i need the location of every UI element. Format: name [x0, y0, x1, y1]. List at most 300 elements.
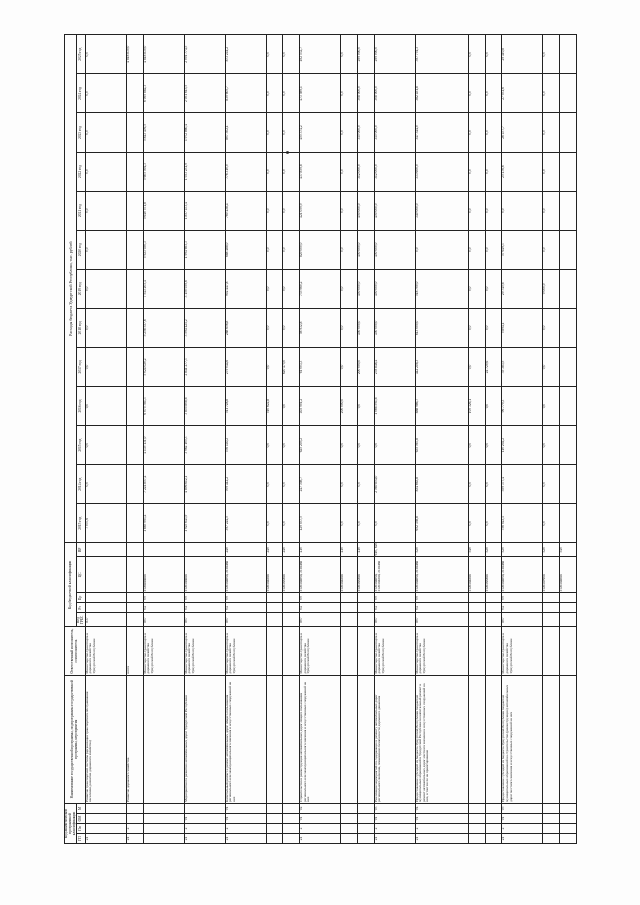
- table-row: [415, 35, 469, 844]
- executor-cell: Министерство транспорта и дорожного хозяйства Удмуртской Республики: [374, 627, 415, 675]
- vr-cell: 520: [485, 543, 502, 557]
- pr-cell: 09: [300, 593, 341, 603]
- cs-cell: 2120107990: [543, 557, 560, 593]
- amount-cell: 288 656,8: [225, 308, 266, 347]
- amount-cell: 25 476,6: [502, 152, 543, 191]
- year-header: 2023 год: [77, 113, 86, 152]
- pr-cell: [485, 593, 502, 603]
- program-code-cell: [126, 813, 143, 823]
- amount-cell: [126, 230, 143, 269]
- table-row: [184, 35, 225, 844]
- cs-cell: [126, 557, 143, 593]
- amount-cell: 0,0: [266, 191, 283, 230]
- amount-cell: 308 000,0: [357, 74, 374, 113]
- executor-cell: Министерство транспорта и дорожного хозяйства Удмуртской Республики: [225, 627, 266, 675]
- col-vr: ВР: [77, 543, 86, 557]
- amount-cell: 29 745,6: [502, 269, 543, 308]
- amount-cell: 57 649,3: [502, 230, 543, 269]
- amount-cell: 0,0: [266, 347, 283, 386]
- table-row: [341, 35, 358, 844]
- amount-cell: 403 901,2: [300, 386, 341, 425]
- program-code-cell: [184, 803, 225, 813]
- vr-cell: 410: [357, 543, 374, 557]
- amount-cell: 0,0: [266, 74, 283, 113]
- program-code-cell: 04: [415, 803, 469, 813]
- grbs-cell: 807: [502, 613, 543, 627]
- item-name-cell: [485, 675, 502, 803]
- program-code-cell: [469, 833, 486, 843]
- amount-cell: 1 972 860,4: [184, 113, 225, 152]
- grbs-cell: [266, 613, 283, 627]
- rotated-budget-table: [64, 34, 577, 844]
- budget-table: [64, 34, 577, 844]
- item-name-cell: [341, 675, 358, 803]
- amount-cell: 5 605 594,3: [143, 152, 184, 191]
- amount-cell: 450 000,0: [374, 308, 415, 347]
- amount-cell: 0,0: [469, 465, 486, 504]
- program-code-cell: 01: [225, 803, 266, 813]
- amount-cell: [126, 152, 143, 191]
- grbs-cell: [126, 613, 143, 627]
- program-code-cell: [143, 823, 184, 833]
- amount-cell: [126, 74, 143, 113]
- amount-cell: 0,0: [266, 504, 283, 543]
- amount-cell: 492 532,7: [300, 35, 341, 74]
- amount-cell: 511 728,8: [225, 386, 266, 425]
- col-om: ОМ: [77, 813, 86, 823]
- amount-cell: 0,0: [485, 230, 502, 269]
- item-name-cell: Развитие дорожного хозяйства: [126, 675, 143, 803]
- pr-cell: [357, 593, 374, 603]
- amount-cell: 4 818 830,0: [126, 35, 143, 74]
- vr-cell: 520: [543, 543, 560, 557]
- grbs-cell: [485, 613, 502, 627]
- amount-cell: 0,0: [341, 152, 358, 191]
- amount-cell: 7 057,6: [85, 504, 126, 543]
- program-code-cell: [485, 833, 502, 843]
- amount-cell: 0,0: [485, 269, 502, 308]
- amount-cell: 58 932,8: [300, 308, 341, 347]
- cs-cell: 2120104600: [560, 557, 577, 593]
- amount-cell: 315 000,0: [357, 113, 374, 152]
- amount-cell: 0,0: [266, 230, 283, 269]
- vr-cell: 520: [502, 543, 543, 557]
- item-name-cell: [143, 675, 184, 803]
- amount-cell: 0,0: [283, 152, 300, 191]
- amount-cell: 2 051 615,5: [184, 74, 225, 113]
- program-code-cell: 01: [374, 813, 415, 823]
- cs-cell: [85, 557, 126, 593]
- amount-cell: 5 843 476,5: [143, 113, 184, 152]
- amount-cell: 3 594 421,2: [184, 308, 225, 347]
- year-header: 2018 год: [77, 308, 86, 347]
- amount-cell: 0,0: [543, 386, 560, 425]
- program-code-cell: [543, 803, 560, 813]
- amount-cell: 0,0: [283, 504, 300, 543]
- col-pp: Пп: [77, 823, 86, 833]
- executor-header: Ответственный исполнитель, соисполнитель: [65, 627, 86, 675]
- rz-cell: [266, 603, 283, 613]
- col-grbs: Код ГРБС: [77, 613, 86, 627]
- amount-cell: 0,0: [543, 74, 560, 113]
- amount-cell: 839 605,7: [225, 74, 266, 113]
- amount-cell: [560, 191, 577, 230]
- amount-cell: 6 075 781,3: [143, 386, 184, 425]
- vr-cell: [85, 543, 126, 557]
- cs-cell: 2120104650, 2120460: [300, 557, 341, 593]
- amount-cell: 0,0: [374, 426, 415, 465]
- amount-cell: 29 410,8: [502, 35, 543, 74]
- program-code-cell: [126, 803, 143, 813]
- year-header: 2015 год: [77, 426, 86, 465]
- amount-cell: 442 216,3: [415, 347, 469, 386]
- amount-cell: [560, 152, 577, 191]
- amount-cell: 7 543 203,4: [143, 269, 184, 308]
- amount-cell: 0,0: [85, 191, 126, 230]
- name-header: Наименование государственной программы, подпрограммы государственной программы, мероприятия: [65, 675, 86, 803]
- amount-cell: 776 310,0: [225, 152, 266, 191]
- amount-cell: 0,0: [283, 191, 300, 230]
- amount-cell: 0,0: [485, 74, 502, 113]
- amount-cell: 902 447,8: [225, 269, 266, 308]
- item-name-cell: Предоставление субсидий из бюджета Удмуртской Республики бюджетам муниципальных образований в Удмуртской Республике на капитальный ремонт и ремонт автомобильных дорог местного значения и искусственных сооружений на них, в том числе на проектирование: [415, 675, 469, 803]
- amount-cell: 0,0: [85, 152, 126, 191]
- program-code-header: Код аналитической программной классификации: [65, 803, 77, 843]
- amount-cell: 0,0: [485, 113, 502, 152]
- amount-cell: 0,0: [543, 347, 560, 386]
- program-code-cell: [469, 813, 486, 823]
- amount-cell: [126, 426, 143, 465]
- amount-cell: 473 589,1: [300, 74, 341, 113]
- program-code-cell: [357, 823, 374, 833]
- amount-cell: 0,0: [341, 347, 358, 386]
- item-name-cell: [283, 675, 300, 803]
- amount-cell: 652 358,8: [415, 504, 469, 543]
- vr-cell: [184, 543, 225, 557]
- executor-cell: Министерство транспорта и дорожного хозяйства Удмуртской Республики: [143, 627, 184, 675]
- amount-cell: 829 000,0: [300, 230, 341, 269]
- amount-cell: 625 205,2: [300, 426, 341, 465]
- amount-cell: 0,0: [469, 191, 486, 230]
- year-header: 2020 год: [77, 230, 86, 269]
- executor-cell: Министерство транспорта и дорожного хозяйства Удмуртской Республики: [415, 627, 469, 675]
- program-code-cell: [560, 823, 577, 833]
- amount-cell: [560, 269, 577, 308]
- pr-cell: [543, 593, 560, 603]
- program-code-cell: [357, 803, 374, 813]
- amount-cell: 0,0: [266, 269, 283, 308]
- amount-cell: 5 640 571,8: [143, 191, 184, 230]
- amount-cell: 0,0: [341, 74, 358, 113]
- program-code-cell: [485, 803, 502, 813]
- program-code-cell: 2: [300, 823, 341, 833]
- amount-cell: 0,0: [341, 269, 358, 308]
- amount-cell: 0,0: [341, 504, 358, 543]
- program-code-cell: [560, 833, 577, 843]
- grbs-cell: 807: [415, 613, 469, 627]
- program-code-cell: [560, 803, 577, 813]
- cs-cell: 2120183300: [283, 557, 300, 593]
- program-code-cell: 21: [225, 833, 266, 843]
- amount-cell: [126, 113, 143, 152]
- grbs-cell: [357, 613, 374, 627]
- amount-cell: 450 000,0: [357, 308, 374, 347]
- expenses-header: Расходы бюджета Удмуртской Республики, тыс. рублей: [65, 35, 77, 543]
- amount-cell: 0,0: [266, 465, 283, 504]
- amount-cell: 1 925 643,9: [184, 504, 225, 543]
- amount-cell: 0,0: [469, 308, 486, 347]
- program-code-cell: 02: [300, 803, 341, 813]
- amount-cell: 200 000,0: [357, 347, 374, 386]
- amount-cell: 0,0: [469, 426, 486, 465]
- amount-cell: 7 224 857,4: [143, 465, 184, 504]
- year-header: 2016 год: [77, 386, 86, 425]
- amount-cell: 0,0: [85, 230, 126, 269]
- amount-cell: 0,0: [357, 386, 374, 425]
- table-row: [560, 35, 577, 844]
- amount-cell: 518 700,0: [415, 269, 469, 308]
- amount-cell: 5 258 537,6: [143, 308, 184, 347]
- pr-cell: 09: [415, 593, 469, 603]
- amount-cell: 450 000,0: [357, 191, 374, 230]
- pr-cell: [266, 593, 283, 603]
- amount-cell: 0,0: [283, 230, 300, 269]
- amount-cell: 0,0: [341, 308, 358, 347]
- amount-cell: 455 374,2: [300, 113, 341, 152]
- amount-cell: 24 720,6: [485, 347, 502, 386]
- rz-cell: [85, 603, 126, 613]
- amount-cell: 0,0: [357, 504, 374, 543]
- col-rz: Рз: [77, 603, 86, 613]
- table-row: [543, 35, 560, 844]
- program-code-cell: [357, 833, 374, 843]
- amount-cell: 0,0: [85, 35, 126, 74]
- amount-cell: 0,0: [85, 74, 126, 113]
- rz-cell: [543, 603, 560, 613]
- amount-cell: 0,0: [469, 113, 486, 152]
- executor-cell: [283, 627, 300, 675]
- amount-cell: 437 859,8: [300, 152, 341, 191]
- amount-cell: 1 066 591,6: [374, 386, 415, 425]
- vr-cell: 410: [300, 543, 341, 557]
- table-row: [266, 35, 283, 844]
- program-code-cell: 03: [374, 803, 415, 813]
- amount-cell: 0,0: [283, 74, 300, 113]
- amount-cell: 5 923 030,3: [143, 230, 184, 269]
- executor-cell: Министерство транспорта и дорожного хозяйства Удмуртской Республики: [300, 627, 341, 675]
- amount-cell: 559 377,4: [502, 465, 543, 504]
- amount-cell: 1 933 231,9: [184, 152, 225, 191]
- executor-cell: [357, 627, 374, 675]
- amount-cell: 0,0: [469, 504, 486, 543]
- rz-cell: 04: [374, 603, 415, 613]
- amount-cell: 0,0: [85, 113, 126, 152]
- amount-cell: 35 383,5: [502, 347, 543, 386]
- cs-cell: 2120100000: [184, 557, 225, 593]
- program-code-cell: [283, 813, 300, 823]
- amount-cell: 105 326,1: [469, 386, 486, 425]
- program-code-cell: [543, 833, 560, 843]
- amount-cell: 61 003,3: [300, 347, 341, 386]
- program-code-cell: 01: [300, 813, 341, 823]
- amount-cell: 4 818 830,0: [143, 35, 184, 74]
- amount-cell: 4 896 612,1: [184, 465, 225, 504]
- amount-cell: 0,0: [502, 191, 543, 230]
- amount-cell: [126, 269, 143, 308]
- cs-cell: 2120104650, 2120460: [415, 557, 469, 593]
- amount-cell: 333 600,0: [415, 152, 469, 191]
- amount-cell: 27 931,6: [502, 74, 543, 113]
- amount-cell: [126, 191, 143, 230]
- table-row: [374, 35, 415, 844]
- cs-cell: 2120183300: [357, 557, 374, 593]
- program-code-cell: [85, 803, 126, 813]
- amount-cell: 308 000,0: [374, 74, 415, 113]
- amount-cell: 576 140,2: [225, 426, 266, 465]
- program-code-cell: 2: [225, 823, 266, 833]
- amount-cell: 709 412,2: [225, 465, 266, 504]
- program-code-cell: 05: [502, 803, 543, 813]
- executor-cell: [543, 627, 560, 675]
- amount-cell: 760 438,4: [225, 191, 266, 230]
- vr-cell: 240: [225, 543, 266, 557]
- table-row: [300, 35, 341, 844]
- amount-cell: 299 000,0: [357, 35, 374, 74]
- rz-cell: 04: [502, 603, 543, 613]
- rz-cell: 04: [225, 603, 266, 613]
- amount-cell: 0,0: [341, 35, 358, 74]
- year-header: 2014 год: [77, 465, 86, 504]
- year-header: 2025 год: [77, 35, 86, 74]
- program-code-cell: 01: [415, 813, 469, 823]
- table-row: [502, 35, 543, 844]
- grbs-cell: 807: [300, 613, 341, 627]
- rz-cell: [341, 603, 358, 613]
- amount-cell: 756 023,1: [502, 504, 543, 543]
- program-code-cell: [469, 803, 486, 813]
- header-row-1: [65, 35, 77, 844]
- program-code-cell: 01: [225, 813, 266, 823]
- pr-cell: [283, 593, 300, 603]
- year-header: 2021 год: [77, 191, 86, 230]
- table-row: [485, 35, 502, 844]
- amount-cell: 3 150 939,6: [184, 269, 225, 308]
- amount-cell: 0,0: [469, 152, 486, 191]
- amount-cell: 807 302,1: [225, 113, 266, 152]
- amount-cell: [560, 504, 577, 543]
- cs-cell: 2120000000: [143, 557, 184, 593]
- col-cs: ЦС: [77, 557, 86, 593]
- amount-cell: 0,0: [374, 504, 415, 543]
- table-row: [469, 35, 486, 844]
- executor-cell: [560, 627, 577, 675]
- amount-cell: 279 044,6: [225, 347, 266, 386]
- item-name-cell: [266, 675, 283, 803]
- vr-cell: 240: [266, 543, 283, 557]
- amount-cell: 620 475,0: [283, 347, 300, 386]
- rz-cell: [126, 603, 143, 613]
- grbs-cell: 807: [225, 613, 266, 627]
- amount-cell: 6 095 882,3: [143, 74, 184, 113]
- amount-cell: 382 451,8: [415, 74, 469, 113]
- table-row: [85, 35, 126, 844]
- program-code-cell: 21: [184, 833, 225, 843]
- program-code-cell: [283, 803, 300, 813]
- cs-cell: 2120104650, 2120460: [225, 557, 266, 593]
- program-code-cell: [485, 813, 502, 823]
- amount-cell: 0,0: [485, 152, 502, 191]
- amount-cell: 510 622,8: [266, 386, 283, 425]
- pr-cell: [126, 593, 143, 603]
- program-code-cell: [143, 813, 184, 823]
- table-row: [357, 35, 374, 844]
- amount-cell: 450 000,0: [357, 230, 374, 269]
- amount-cell: 0,0: [543, 504, 560, 543]
- program-code-cell: [85, 813, 126, 823]
- vr-cell: [143, 543, 184, 557]
- amount-cell: [126, 504, 143, 543]
- program-code-cell: [143, 833, 184, 843]
- cs-cell: 2120104200: [469, 557, 486, 593]
- program-code-cell: 2: [374, 823, 415, 833]
- amount-cell: [560, 426, 577, 465]
- program-code-cell: [485, 823, 502, 833]
- item-name-cell: Капитальный ремонт и ремонт автомобильных дорог общего пользования регионального или межмуниципального значения и искусственных сооружений на них: [225, 675, 266, 803]
- amount-cell: 0,0: [341, 230, 358, 269]
- grbs-cell: 807: [143, 613, 184, 627]
- amount-cell: 873 241,2: [225, 35, 266, 74]
- amount-cell: 613 000,0: [415, 308, 469, 347]
- amount-cell: 688 488,0: [225, 230, 266, 269]
- item-name-cell: Строительство и реконструкция автомобильных дорог общего пользования регионального или межмуниципального значения и искусственных сооружений на них: [300, 675, 341, 803]
- pr-cell: [85, 593, 126, 603]
- year-header: 2024 год: [77, 74, 86, 113]
- rz-cell: 04: [143, 603, 184, 613]
- year-header: 2022 год: [77, 152, 86, 191]
- amount-cell: 312 000,0: [357, 152, 374, 191]
- amount-cell: 450 000,0: [374, 269, 415, 308]
- program-code-cell: 2: [184, 823, 225, 833]
- amount-cell: 0,0: [266, 152, 283, 191]
- amount-cell: [560, 386, 577, 425]
- amount-cell: [126, 347, 143, 386]
- amount-cell: 315 000,0: [374, 113, 415, 152]
- amount-cell: 0,0: [341, 191, 358, 230]
- program-code-cell: 2: [126, 823, 143, 833]
- rz-cell: [283, 603, 300, 613]
- amount-cell: 834 663,8: [415, 465, 469, 504]
- amount-cell: 0,0: [283, 35, 300, 74]
- amount-cell: 635 567,8: [415, 426, 469, 465]
- amount-cell: 0,0: [543, 465, 560, 504]
- amount-cell: 3 855 808,6: [184, 386, 225, 425]
- amount-cell: 0,0: [266, 308, 283, 347]
- rz-cell: 04: [415, 603, 469, 613]
- rz-cell: 04: [184, 603, 225, 613]
- vr-cell: 520: [415, 543, 469, 557]
- amount-cell: [560, 308, 577, 347]
- rz-cell: 04: [300, 603, 341, 613]
- amount-cell: 1 994 693,3: [184, 230, 225, 269]
- item-name-cell: [357, 675, 374, 803]
- amount-cell: 4 135 131,0: [143, 426, 184, 465]
- program-code-cell: [266, 823, 283, 833]
- item-name-cell: Предоставление субсидий из бюджета Удмуртской Республики бюджетам муниципальных образований на строительство (реконструкцию) автомобильных дорог местного значения и искусственных сооружений на них: [502, 675, 543, 803]
- item-name-cell: Мероприятия по развитию автомобильных дорог Удмуртской Республики: [184, 675, 225, 803]
- year-header: 2015 год: [77, 504, 86, 543]
- item-name-cell: [560, 675, 577, 803]
- program-code-cell: [143, 803, 184, 813]
